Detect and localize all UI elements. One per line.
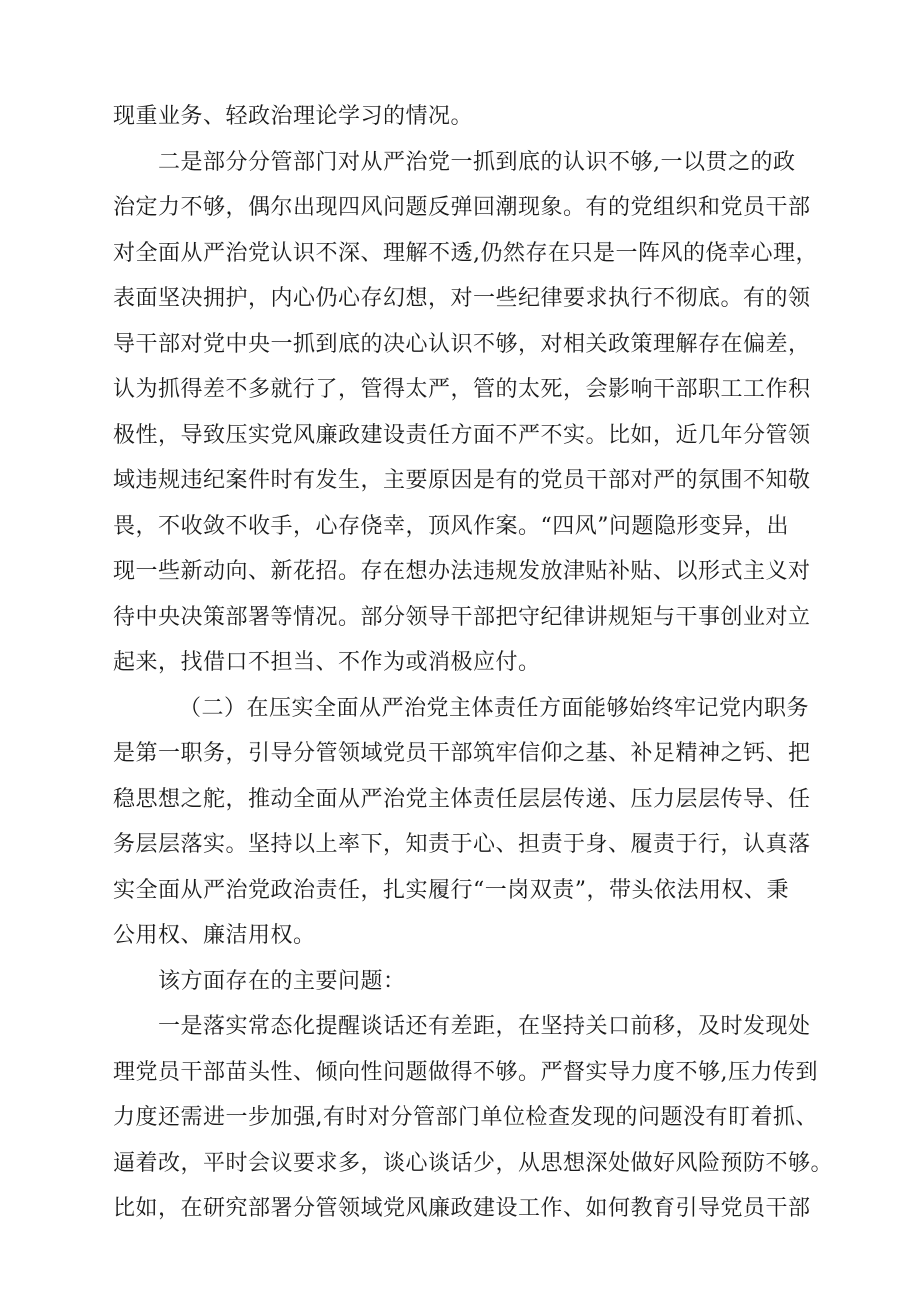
text-line: 务层层落实。坚持以上率下，知责于心、担责于身、履责于行，认真落 — [113, 832, 811, 857]
text-line: 治定力不够，偶尔出现四风问题反弹回潮现象。有的党组织和党员干部 — [113, 195, 811, 220]
text-line: 待中央决策部署等情况。部分领导干部把守纪律讲规矩与干事创业对立 — [113, 604, 811, 630]
text-line: 稳思想之舵，推动全面从严治党主体责任层层传递、压力层层传导、任 — [113, 786, 811, 812]
text-line: 一是落实常态化提醒谈话还有差距，在坚持关口前移，及时发现处 — [158, 1014, 811, 1039]
text-line: 起来，找借口不担当、不作为或消极应付。 — [113, 650, 541, 675]
text-line: 理党员干部苗头性、倾向性问题做得不够。严督实导力度不够,压力传到 — [113, 1059, 818, 1085]
document-body — [113, 94, 833, 1232]
paragraph-4 — [113, 959, 833, 1005]
text-line: 畏，不收敛不收手，心存侥幸，顶风作案。“四风”问题隐形变异，出 — [113, 513, 789, 539]
text-line: 公用权、廉洁用权。 — [113, 923, 316, 948]
text-line: 域违规违纪案件时有发生，主要原因是有的党员干部对严的氛围不知敬 — [113, 468, 811, 493]
paragraph-1 — [113, 94, 833, 140]
text-line: 该方面存在的主要问题： — [158, 968, 406, 994]
paragraph-2 — [113, 140, 833, 686]
text-line: 力度还需进一步加强,有时对分管部门单位检查发现的问题没有盯着抓、 — [113, 1105, 818, 1130]
text-line: 现一些新动向、新花招。存在想办法违规发放津贴补贴、以形式主义对 — [113, 559, 811, 584]
text-line: 实全面从严治党政治责任，扎实履行“一岗双责”，带头依法用权、秉 — [113, 877, 789, 903]
text-line: 极性，导致压实党风廉政建设责任方面不严不实。比如，近几年分管领 — [113, 422, 811, 448]
text-line: 现重业务、轻政治理论学习的情况。 — [113, 104, 474, 129]
text-line: 是第一职务，引导分管领域党员干部筑牢信仰之基、补足精神之钙、把 — [113, 741, 811, 766]
text-line: 认为抓得差不多就行了，管得太严，管的太死，会影响干部职工工作积 — [113, 377, 811, 402]
paragraph-3 — [113, 686, 833, 959]
text-line: 逼着改，平时会议要求多，谈心谈话少，从思想深处做好风险预防不够。 — [113, 1150, 834, 1176]
text-line: 对全面从严治党认识不深、理解不透,仍然存在只是一阵风的侥幸心理， — [113, 240, 818, 266]
text-line: 表面坚决拥护，内心仍心存幻想，对一些纪律要求执行不彻底。有的领 — [113, 286, 811, 311]
text-line: 比如，在研究部署分管领域党风廉政建设工作、如何教育引导党员干部 — [113, 1196, 811, 1221]
text-line: （二）在压实全面从严治党主体责任方面能够始终牢记党内职务 — [179, 695, 810, 721]
paragraph-5 — [113, 1004, 833, 1232]
text-line: 二是部分分管部门对从严治党一抓到底的认识不够,一以贯之的政 — [158, 149, 796, 175]
text-line: 导干部对党中央一抓到底的决心认识不够，对相关政策理解存在偏差， — [113, 331, 811, 357]
